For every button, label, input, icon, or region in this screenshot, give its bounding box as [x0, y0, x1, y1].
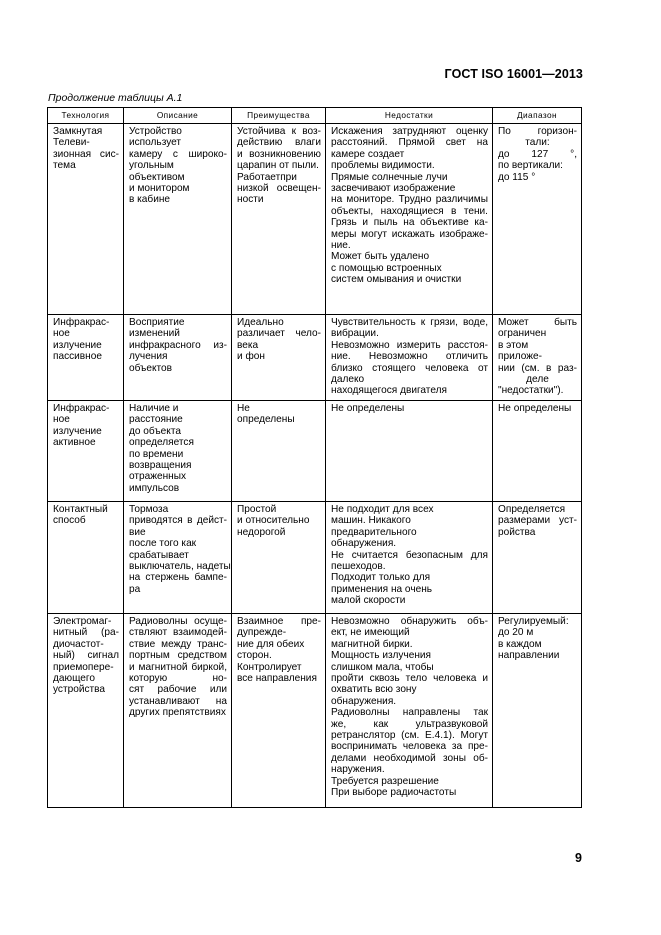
cell-line: низкой освещен-: [237, 183, 321, 195]
cell-range: [493, 124, 582, 315]
cell-line: машин. Никакого: [331, 515, 411, 527]
cell-line: до 115 °: [498, 171, 536, 183]
cell-line: размерами уст-: [498, 515, 577, 527]
column-header-description: Описание: [124, 108, 232, 124]
cell-line: на мониторе. Трудно различимы: [331, 194, 488, 206]
cell-line: которую но-: [129, 673, 227, 685]
cell-line: определены: [237, 414, 295, 426]
cell-line: Не: [237, 403, 250, 414]
standard-header: ГОСТ ISO 16001—2013: [444, 67, 583, 81]
cell-line: объектов: [129, 362, 172, 374]
cell-line: меры могут искажать изображе-: [331, 228, 488, 240]
cell-line: Может быть удалено: [331, 251, 430, 263]
cell-line: Замкнутая: [53, 126, 103, 137]
cell-line: определяется: [129, 437, 194, 449]
column-header-technology: Технология: [48, 108, 124, 124]
cell-line: ект, не имеющий: [331, 627, 410, 639]
cell-line: применения на очень: [331, 583, 433, 595]
cell-line: приемопере-: [53, 661, 114, 673]
cell-range: [493, 401, 582, 502]
cell-line: наружения.: [331, 764, 385, 776]
cell-line: и магнитной биркой,: [129, 661, 227, 673]
cell-line: ности: [237, 194, 264, 206]
cell-line: Устройство: [129, 126, 182, 137]
cell-line: и возникновению: [237, 148, 321, 160]
cell-line: в кабине: [129, 194, 171, 206]
cell-line: Простой: [237, 504, 277, 515]
cell-line: Подходит только для: [331, 572, 431, 584]
cell-line: слишком мала, чтобы: [331, 661, 434, 673]
cell-line: расстояние: [129, 414, 183, 426]
cell-line: находящегося двигателя: [331, 385, 447, 397]
cell-line: ние. Невозможно отличить: [331, 351, 488, 363]
cell-line: излучение: [53, 425, 102, 437]
table-body: [48, 124, 582, 808]
cell-line: Требуется разрешение: [331, 775, 439, 787]
cell-line: камере создает: [331, 148, 405, 160]
cell-line: активное: [53, 437, 96, 449]
cell-disadvantages: [326, 614, 493, 808]
cell-line: камеру с широко-: [129, 148, 227, 160]
cell-line: пассивное: [53, 351, 102, 363]
cell-line: Невозможно обнаружить объ-: [331, 616, 488, 627]
cell-disadvantages: [326, 124, 493, 315]
cell-line: на стержень бампе-: [129, 572, 227, 584]
header-row: [48, 108, 582, 124]
cell-line: до объекта: [129, 425, 181, 437]
cell-line: ное: [53, 414, 70, 426]
cell-line: Наличие и: [129, 403, 179, 414]
cell-line: зионная сис-: [53, 148, 119, 160]
cell-line: отраженных: [129, 471, 187, 483]
cell-line: выключатель, надеты: [129, 561, 231, 573]
cell-line: ограничен: [498, 328, 547, 340]
cell-line: действию влаги: [237, 137, 321, 149]
cell-range: [493, 315, 582, 401]
cell-line: Электромаг-: [53, 616, 112, 627]
cell-line: Работаетпри: [237, 171, 297, 183]
cell-line: ретранслятор (см. Е.4.1). Могут: [331, 730, 488, 742]
cell-line: и относительно: [237, 515, 310, 527]
cell-line: других препятствиях: [129, 707, 226, 719]
cell-description: [124, 124, 232, 315]
page-number: 9: [575, 851, 582, 865]
cell-line: Инфракрас-: [53, 317, 110, 328]
comparison-table: [47, 107, 582, 808]
cell-line: по вертикали:: [498, 160, 563, 172]
cell-line: вие: [129, 526, 146, 538]
cell-line: устанавливают на: [129, 695, 227, 707]
cell-line: Прямые солнечные лучи: [331, 171, 448, 183]
cell-disadvantages: [326, 502, 493, 614]
cell-line: Чувствительность к грязи, воде,: [331, 317, 488, 328]
cell-line: Не считается безопасным для: [331, 549, 488, 561]
cell-line: охватить всю зону: [331, 684, 417, 696]
cell-line: обнаружения.: [331, 695, 397, 707]
cell-line: дупрежде-: [237, 627, 287, 639]
cell-line: тали:: [525, 137, 550, 149]
cell-line: близко стоящего человека от: [331, 362, 488, 374]
cell-line: ствляют взаимодей-: [129, 627, 227, 639]
cell-line: в этом: [498, 339, 529, 351]
cell-line: изменений: [129, 328, 180, 340]
cell-line: Устойчива к воз-: [237, 126, 321, 137]
cell-line: портным средством: [129, 650, 227, 662]
cell-line: возвращения: [129, 460, 192, 472]
cell-line: объективом: [129, 171, 185, 183]
cell-line: пешеходов.: [331, 561, 386, 573]
cell-line: По горизон-: [498, 126, 577, 137]
cell-line: Инфракрас-: [53, 403, 110, 414]
table-header: [48, 108, 582, 124]
cell-technology: [48, 614, 124, 808]
cell-advantages: [232, 315, 326, 401]
cell-description: [124, 502, 232, 614]
cell-line: Не подходит для всех: [331, 504, 434, 515]
cell-disadvantages: [326, 315, 493, 401]
cell-line: в каждом: [498, 638, 542, 650]
cell-line: Не определены: [498, 403, 572, 414]
table-caption: Продолжение таблицы А.1: [48, 92, 183, 104]
cell-line: делами необходимой зоны об-: [331, 752, 488, 764]
cell-line: недорогой: [237, 526, 286, 538]
cell-range: [493, 502, 582, 614]
cell-line: ра: [129, 583, 141, 595]
cell-line: Тормоза: [129, 504, 169, 515]
cell-line: воспринимать человека за пре-: [331, 741, 488, 753]
cell-line: лучения: [129, 351, 168, 363]
cell-line: систем омывания и очистки: [331, 274, 462, 286]
cell-line: предварительного: [331, 526, 417, 538]
cell-advantages: [232, 124, 326, 315]
cell-line: царапин от пыли.: [237, 160, 319, 172]
cell-line: далеко: [331, 374, 365, 386]
cell-description: [124, 315, 232, 401]
cell-advantages: [232, 401, 326, 502]
cell-technology: [48, 401, 124, 502]
table-row: [48, 502, 582, 614]
cell-advantages: [232, 502, 326, 614]
table-row: [48, 614, 582, 808]
cell-line: приводятся в дейст-: [129, 515, 227, 527]
cell-line: Грязь и пыль на объективе ка-: [331, 217, 488, 229]
table-row: [48, 401, 582, 502]
cell-line: с помощью встроенных: [331, 262, 442, 274]
cell-line: При выборе радиочастоты: [331, 787, 457, 799]
cell-line: и монитором: [129, 183, 190, 195]
cell-line: направлении: [498, 650, 560, 662]
cell-line: Радиоволны осуще-: [129, 616, 227, 627]
cell-line: века: [237, 339, 259, 351]
cell-line: Радиоволны направлены так: [331, 707, 488, 719]
cell-line: ние для обеих: [237, 638, 305, 650]
cell-line: Контактный: [53, 504, 108, 515]
cell-line: угольным: [129, 160, 174, 172]
column-header-advantages: Преимущества: [232, 108, 326, 124]
cell-description: [124, 614, 232, 808]
cell-line: деле: [526, 374, 549, 386]
cell-line: Может быть: [498, 317, 577, 328]
cell-line: Взаимное пре-: [237, 616, 321, 627]
cell-line: ное: [53, 328, 70, 340]
cell-advantages: [232, 614, 326, 808]
cell-line: сят рабочие или: [129, 684, 227, 696]
cell-line: объекты, находящиеся в тени.: [331, 205, 488, 217]
cell-line: до 127 °,: [498, 148, 577, 160]
cell-line: тема: [53, 160, 76, 172]
cell-technology: [48, 502, 124, 614]
cell-line: Искажения затрудняют оценку: [331, 126, 488, 137]
cell-line: пройти сквозь тело человека и: [331, 673, 488, 685]
cell-line: Регулируемый:: [498, 616, 569, 627]
cell-line: нии (см. в раз-: [498, 362, 577, 374]
cell-line: Идеально: [237, 317, 284, 328]
cell-line: Не определены: [331, 403, 405, 414]
cell-line: ройства: [498, 526, 536, 538]
cell-line: проблемы видимости.: [331, 160, 435, 172]
cell-line: способ: [53, 515, 86, 527]
cell-line: малой скорости: [331, 595, 406, 607]
cell-line: и фон: [237, 351, 265, 363]
cell-line: дающего: [53, 673, 95, 685]
cell-technology: [48, 124, 124, 315]
cell-line: все направления: [237, 673, 317, 685]
cell-line: обнаружения.: [331, 538, 397, 550]
cell-line: сторон.: [237, 650, 272, 662]
table-row: [48, 315, 582, 401]
cell-line: после того как: [129, 538, 197, 550]
cell-line: диочастот-: [53, 638, 104, 650]
table-row: [48, 124, 582, 315]
cell-line: же, как ультразвуковой: [331, 718, 488, 730]
cell-line: ствие между транс-: [129, 638, 227, 650]
cell-line: по времени: [129, 448, 184, 460]
cell-line: Восприятие: [129, 317, 185, 328]
cell-line: "недостатки").: [498, 385, 564, 397]
cell-line: Невозможно измерить расстоя-: [331, 339, 488, 351]
cell-line: импульсов: [129, 482, 180, 494]
cell-line: засвечивают изображение: [331, 183, 456, 195]
cell-description: [124, 401, 232, 502]
cell-range: [493, 614, 582, 808]
cell-line: до 20 м: [498, 627, 534, 639]
column-header-range: Диапазон: [493, 108, 582, 124]
cell-line: вибрации.: [331, 328, 379, 340]
cell-line: расстояний. Прямой свет на: [331, 137, 488, 149]
cell-line: инфракрасного из-: [129, 339, 227, 351]
cell-line: нитный (ра-: [53, 627, 119, 639]
cell-line: использует: [129, 137, 182, 149]
cell-line: устройства: [53, 684, 106, 696]
cell-disadvantages: [326, 401, 493, 502]
cell-line: приложе-: [498, 351, 542, 363]
cell-technology: [48, 315, 124, 401]
cell-line: магнитной бирки.: [331, 638, 413, 650]
cell-line: различает чело-: [237, 328, 321, 340]
column-header-disadvantages: Недостатки: [326, 108, 493, 124]
cell-line: излучение: [53, 339, 102, 351]
cell-line: Телеви-: [53, 137, 90, 149]
cell-line: Мощность излучения: [331, 650, 432, 662]
cell-line: срабатывает: [129, 549, 189, 561]
cell-line: ние.: [331, 240, 351, 252]
cell-line: Контролирует: [237, 661, 302, 673]
cell-line: Определяется: [498, 504, 566, 515]
cell-line: ный) сигнал: [53, 650, 119, 662]
